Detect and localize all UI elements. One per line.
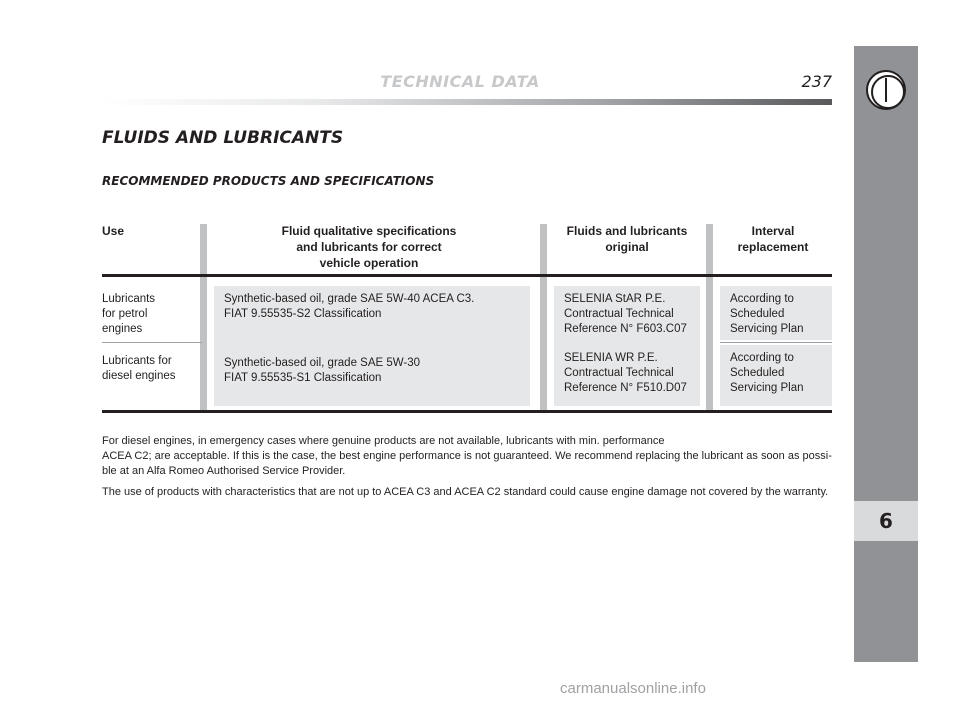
column-divider [200, 224, 207, 412]
header-original: Fluids and lubricants original [566, 224, 688, 254]
table-header-rule [102, 274, 832, 277]
chapter-tab[interactable]: 6 [854, 501, 918, 541]
running-header-title: TECHNICAL DATA [380, 72, 540, 91]
header-use: Use [102, 224, 125, 238]
table-row-use: Lubricants for petrol engines [102, 293, 156, 335]
note-diesel-emergency: For diesel engines, in emergency cases where genuine products are not available, lubricants with min. performance ACEA C2; are acceptable. If this is the case, the best engine performance is not guaranteed. We recommend replacing the lubricant as soon as possi- ble at an Alfa Romeo Authorised Service Provider. [102, 435, 832, 477]
row-separator [102, 342, 202, 343]
section-subtitle: RECOMMENDED PRODUCTS AND SPECIFICATIONS [102, 174, 435, 188]
header-rule [102, 99, 832, 105]
chapter-sidebar [854, 46, 918, 662]
interval-box: According to Scheduled Servicing Plan [720, 345, 832, 406]
table-bottom-rule [102, 410, 832, 413]
column-divider [540, 224, 547, 412]
note-warranty: The use of products with characteristics that are not up to ACEA C3 and ACEA C2 standard could cause engine damage not covered by the warranty. [102, 486, 829, 498]
spec-box: Synthetic-based oil, grade SAE 5W-40 ACEA C3. FIAT 9.55535-S2 Classification Synthetic-based oil, grade SAE 5W-30 FIAT 9.55535-S1 Classification [214, 286, 530, 406]
column-divider [706, 224, 713, 412]
watermark: carmanualsonline.info [560, 680, 706, 697]
original-box: SELENIA StAR P.E. Contractual Technical Reference N° F603.C07 SELENIA WR P.E. Contractual Technical Reference N° F510.D07 [554, 286, 700, 406]
interval-box: According to Scheduled Servicing Plan [720, 286, 832, 340]
row-separator [720, 342, 832, 343]
section-title: FLUIDS AND LUBRICANTS [102, 128, 344, 148]
header-spec: Fluid qualitative specifications and lubricants for correct vehicle operation [281, 224, 457, 270]
header-interval: Interval replacement [737, 224, 809, 254]
alfa-romeo-badge-icon [866, 70, 906, 110]
table-row-use: Lubricants for diesel engines [102, 355, 176, 382]
page-number: 237 [801, 72, 832, 91]
